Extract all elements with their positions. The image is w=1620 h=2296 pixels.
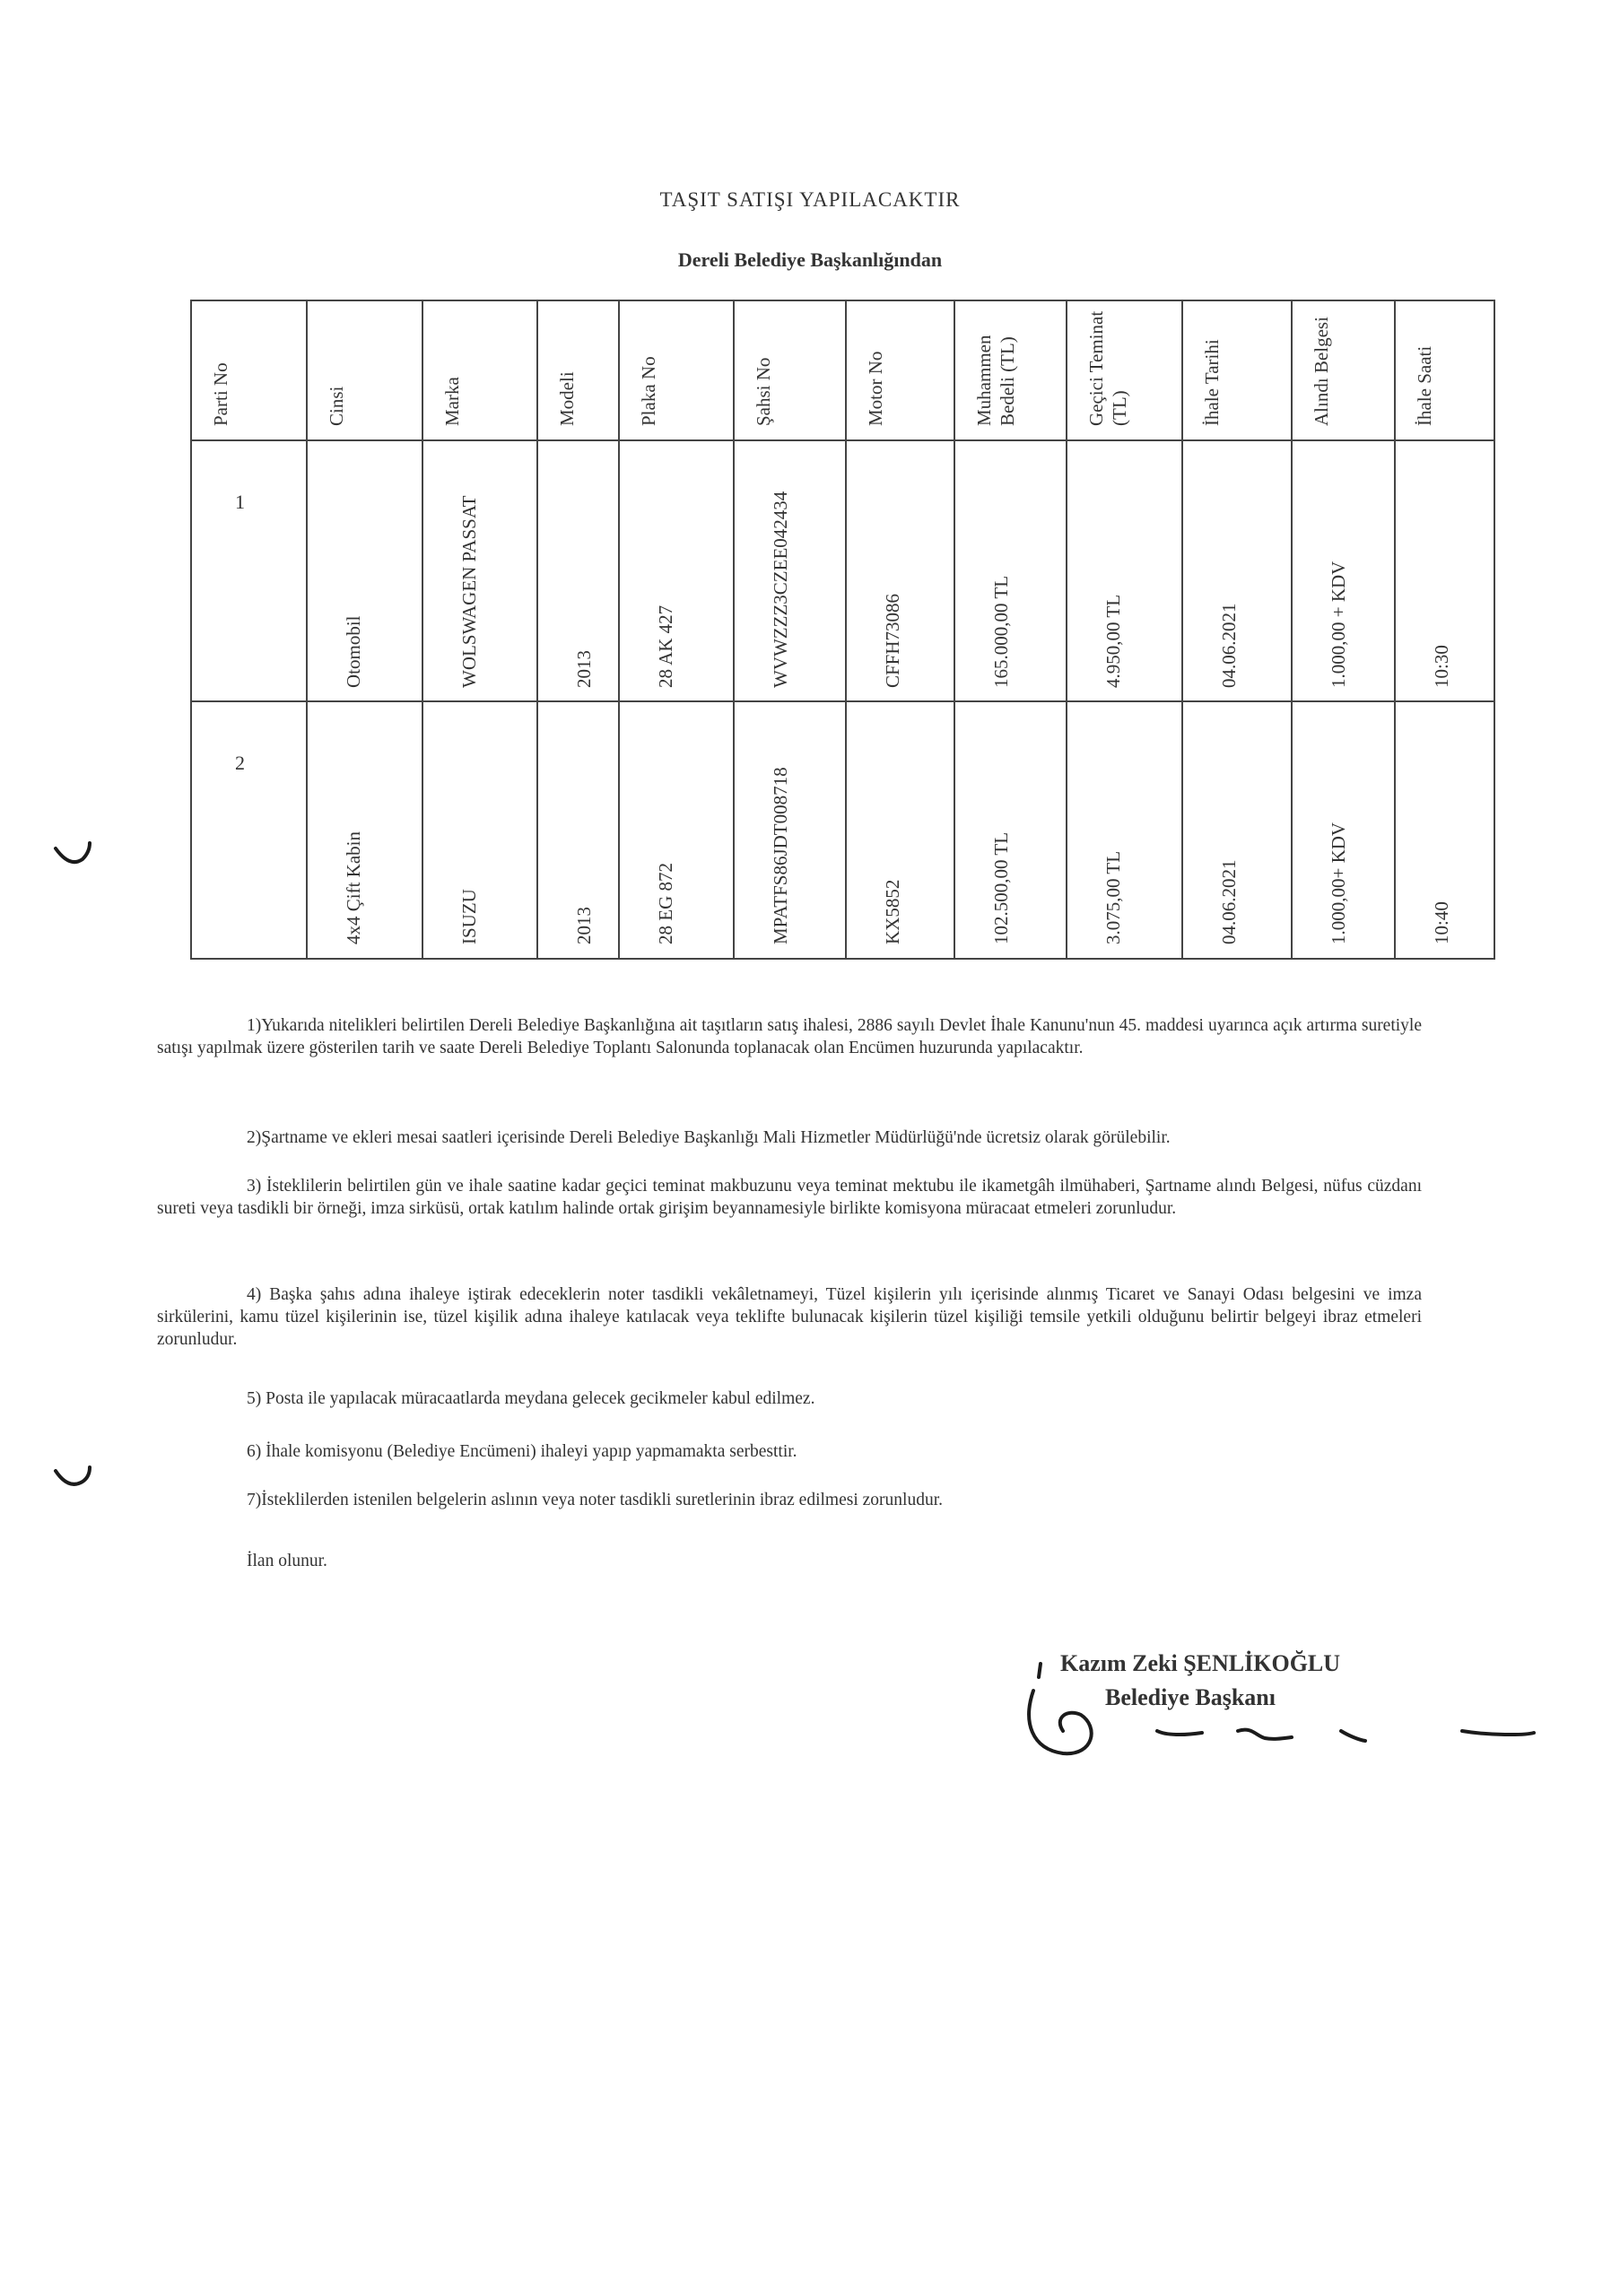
- paragraph-6: 6) İhale komisyonu (Belediye Encümeni) ihaleyi yapıp yapmamakta serbesttir.: [247, 1442, 797, 1461]
- header-cell: [537, 300, 619, 440]
- header-label: Geçici Teminat (TL): [1085, 310, 1130, 426]
- header-cell: [734, 300, 846, 440]
- parti-no: 1: [235, 491, 245, 513]
- header-label: Modeli: [556, 371, 578, 426]
- cell-text: 3.075,00 TL: [1102, 850, 1124, 944]
- header-cell: [1292, 300, 1395, 440]
- cell-text: 1.000,00 + KDV: [1328, 561, 1349, 688]
- header-label: Şahsi No: [753, 357, 774, 426]
- header-label: Motor No: [865, 351, 886, 426]
- document-title: TAŞIT SATIŞI YAPILACAKTIR: [659, 188, 961, 211]
- header-label: Plaka No: [638, 356, 659, 426]
- table-cell: [1182, 440, 1292, 701]
- table-cell: [619, 701, 734, 959]
- cell-text: KX5852: [882, 879, 903, 944]
- cell-text: 10:40: [1431, 901, 1452, 944]
- table-cell: [191, 701, 307, 959]
- cell-text: 28 AK 427: [655, 604, 676, 688]
- table-cell: [954, 440, 1067, 701]
- header-label: İhale Tarihi: [1201, 339, 1223, 426]
- table-row: [191, 701, 1494, 959]
- signatory-role: Belediye Başkanı: [1105, 1684, 1276, 1710]
- cell-text: WOLSWAGEN PASSAT: [458, 495, 480, 688]
- cell-text: 102.500,00 TL: [990, 831, 1012, 944]
- table-cell: [1292, 440, 1395, 701]
- table-cell: [1395, 440, 1494, 701]
- header-cell: [422, 300, 537, 440]
- document-subtitle: Dereli Belediye Başkanlığından: [677, 248, 943, 271]
- vehicle-table: [190, 300, 1495, 960]
- cell-text: 2013: [573, 650, 595, 688]
- cell-text: 28 EG 872: [655, 863, 676, 944]
- table-cell: [619, 440, 734, 701]
- cell-text: 165.000,00 TL: [990, 575, 1012, 688]
- table-cell: [1395, 701, 1494, 959]
- header-cell: [191, 300, 307, 440]
- table-row: [191, 440, 1494, 701]
- cell-text: 1.000,00+ KDV: [1328, 822, 1349, 944]
- table-cell: [307, 701, 422, 959]
- table-cell: [1292, 701, 1395, 959]
- table-cell: [422, 701, 537, 959]
- cell-text: 10:30: [1431, 645, 1452, 688]
- header-label: İhale Saati: [1414, 345, 1435, 426]
- paragraph-5: 5) Posta ile yapılacak müracaatlarda meydana gelecek gecikmeler kabul edilmez.: [247, 1389, 815, 1408]
- table-cell: [846, 701, 954, 959]
- table-cell: [734, 701, 846, 959]
- cell-text: CFFH73086: [882, 593, 903, 688]
- table-cell: [191, 440, 307, 701]
- table-cell: [1067, 701, 1182, 959]
- signature-block: [1060, 1650, 1464, 1711]
- table-cell: [846, 440, 954, 701]
- signatory-name: Kazım Zeki ŞENLİKOĞLU: [1060, 1650, 1341, 1676]
- header-cell: [619, 300, 734, 440]
- table-cell: [1067, 440, 1182, 701]
- header-label: Muhammen Bedeli (TL): [973, 335, 1018, 426]
- header-cell: [1182, 300, 1292, 440]
- paragraph-4: 4) Başka şahıs adına ihaleye iştirak edeceklerin noter tasdikli vekâletnameyi, Tüzel kişilerin yılı içerisinde alınmış Ticaret ve Sanayi Odası belgesini ve imza sirkülerini, kamu tüzel kişilerinin ise, tüzel kişilik adına ihaleye katılacak veya teklifte bulunacak kişilerin tüzel kişiliği temsile yetkili olduğunu belirtir belgeyi ibraz etmeleri zorunludur.: [157, 1285, 1422, 1349]
- header-cell: [307, 300, 422, 440]
- header-label: Parti No: [210, 362, 231, 426]
- cell-text: 4x4 Çift Kabin: [343, 831, 364, 944]
- paragraph-1: 1)Yukarıda nitelikleri belirtilen Dereli Belediye Başkanlığına ait taşıtların satış ihalesi, 2886 sayılı Devlet İhale Kanunu'nun 45. maddesi uyarınca açık artırma suretiyle satışı yapılmak üzere gösterilen tarih ve saate Dereli Belediye Toplantı Salonunda toplanacak olan Encümen huzurunda yapılacaktır.: [157, 1016, 1422, 1057]
- header-cell: [1395, 300, 1494, 440]
- header-cell: [846, 300, 954, 440]
- cell-text: 4.950,00 TL: [1102, 594, 1124, 688]
- cell-text: 2013: [573, 907, 595, 944]
- table-cell: [954, 701, 1067, 959]
- cell-text: Otomobil: [343, 615, 364, 688]
- parti-no: 2: [235, 752, 245, 774]
- table-header-row: [191, 300, 1494, 440]
- paragraph-2: 2)Şartname ve ekleri mesai saatleri içerisinde Dereli Belediye Başkanlığı Mali Hizmetler Müdürlüğü'nde ücretsiz olarak görülebilir.: [247, 1128, 1171, 1147]
- header-cell: [954, 300, 1067, 440]
- header-label: Alındı Belgesi: [1311, 317, 1332, 426]
- table-cell: [307, 440, 422, 701]
- cell-text: WVWZZZ3CZEE042434: [770, 491, 791, 688]
- table-cell: [537, 440, 619, 701]
- header-cell: [1067, 300, 1182, 440]
- cell-text: 04.06.2021: [1218, 859, 1240, 944]
- cell-text: MPATFS86JDT008718: [770, 767, 791, 944]
- paragraph-7: 7)İsteklilerden istenilen belgelerin aslının veya noter tasdikli suretlerinin ibraz edilmesi zorunludur.: [247, 1491, 943, 1509]
- table-cell: [537, 701, 619, 959]
- table-cell: [734, 440, 846, 701]
- paragraph-3: 3) İsteklilerin belirtilen gün ve ihale saatine kadar geçici teminat makbuzunu veya teminat mektubu ile ikametgâh ilmühaberi, Şartname alındı Belgesi, nüfus cüzdanı sureti veya tasdikli bir örneği, imza sirküsü, ortak katılım halinde ortak girişim beyannamesiyle birlikte komisyona müracaat etmeleri zorunludur.: [157, 1177, 1422, 1218]
- header-label: Marka: [441, 377, 463, 426]
- cell-text: ISUZU: [458, 889, 480, 944]
- table-cell: [422, 440, 537, 701]
- cell-text: 04.06.2021: [1218, 603, 1240, 688]
- table-cell: [1182, 701, 1292, 959]
- closing-line: İlan olunur.: [247, 1552, 327, 1570]
- header-label: Cinsi: [326, 386, 347, 426]
